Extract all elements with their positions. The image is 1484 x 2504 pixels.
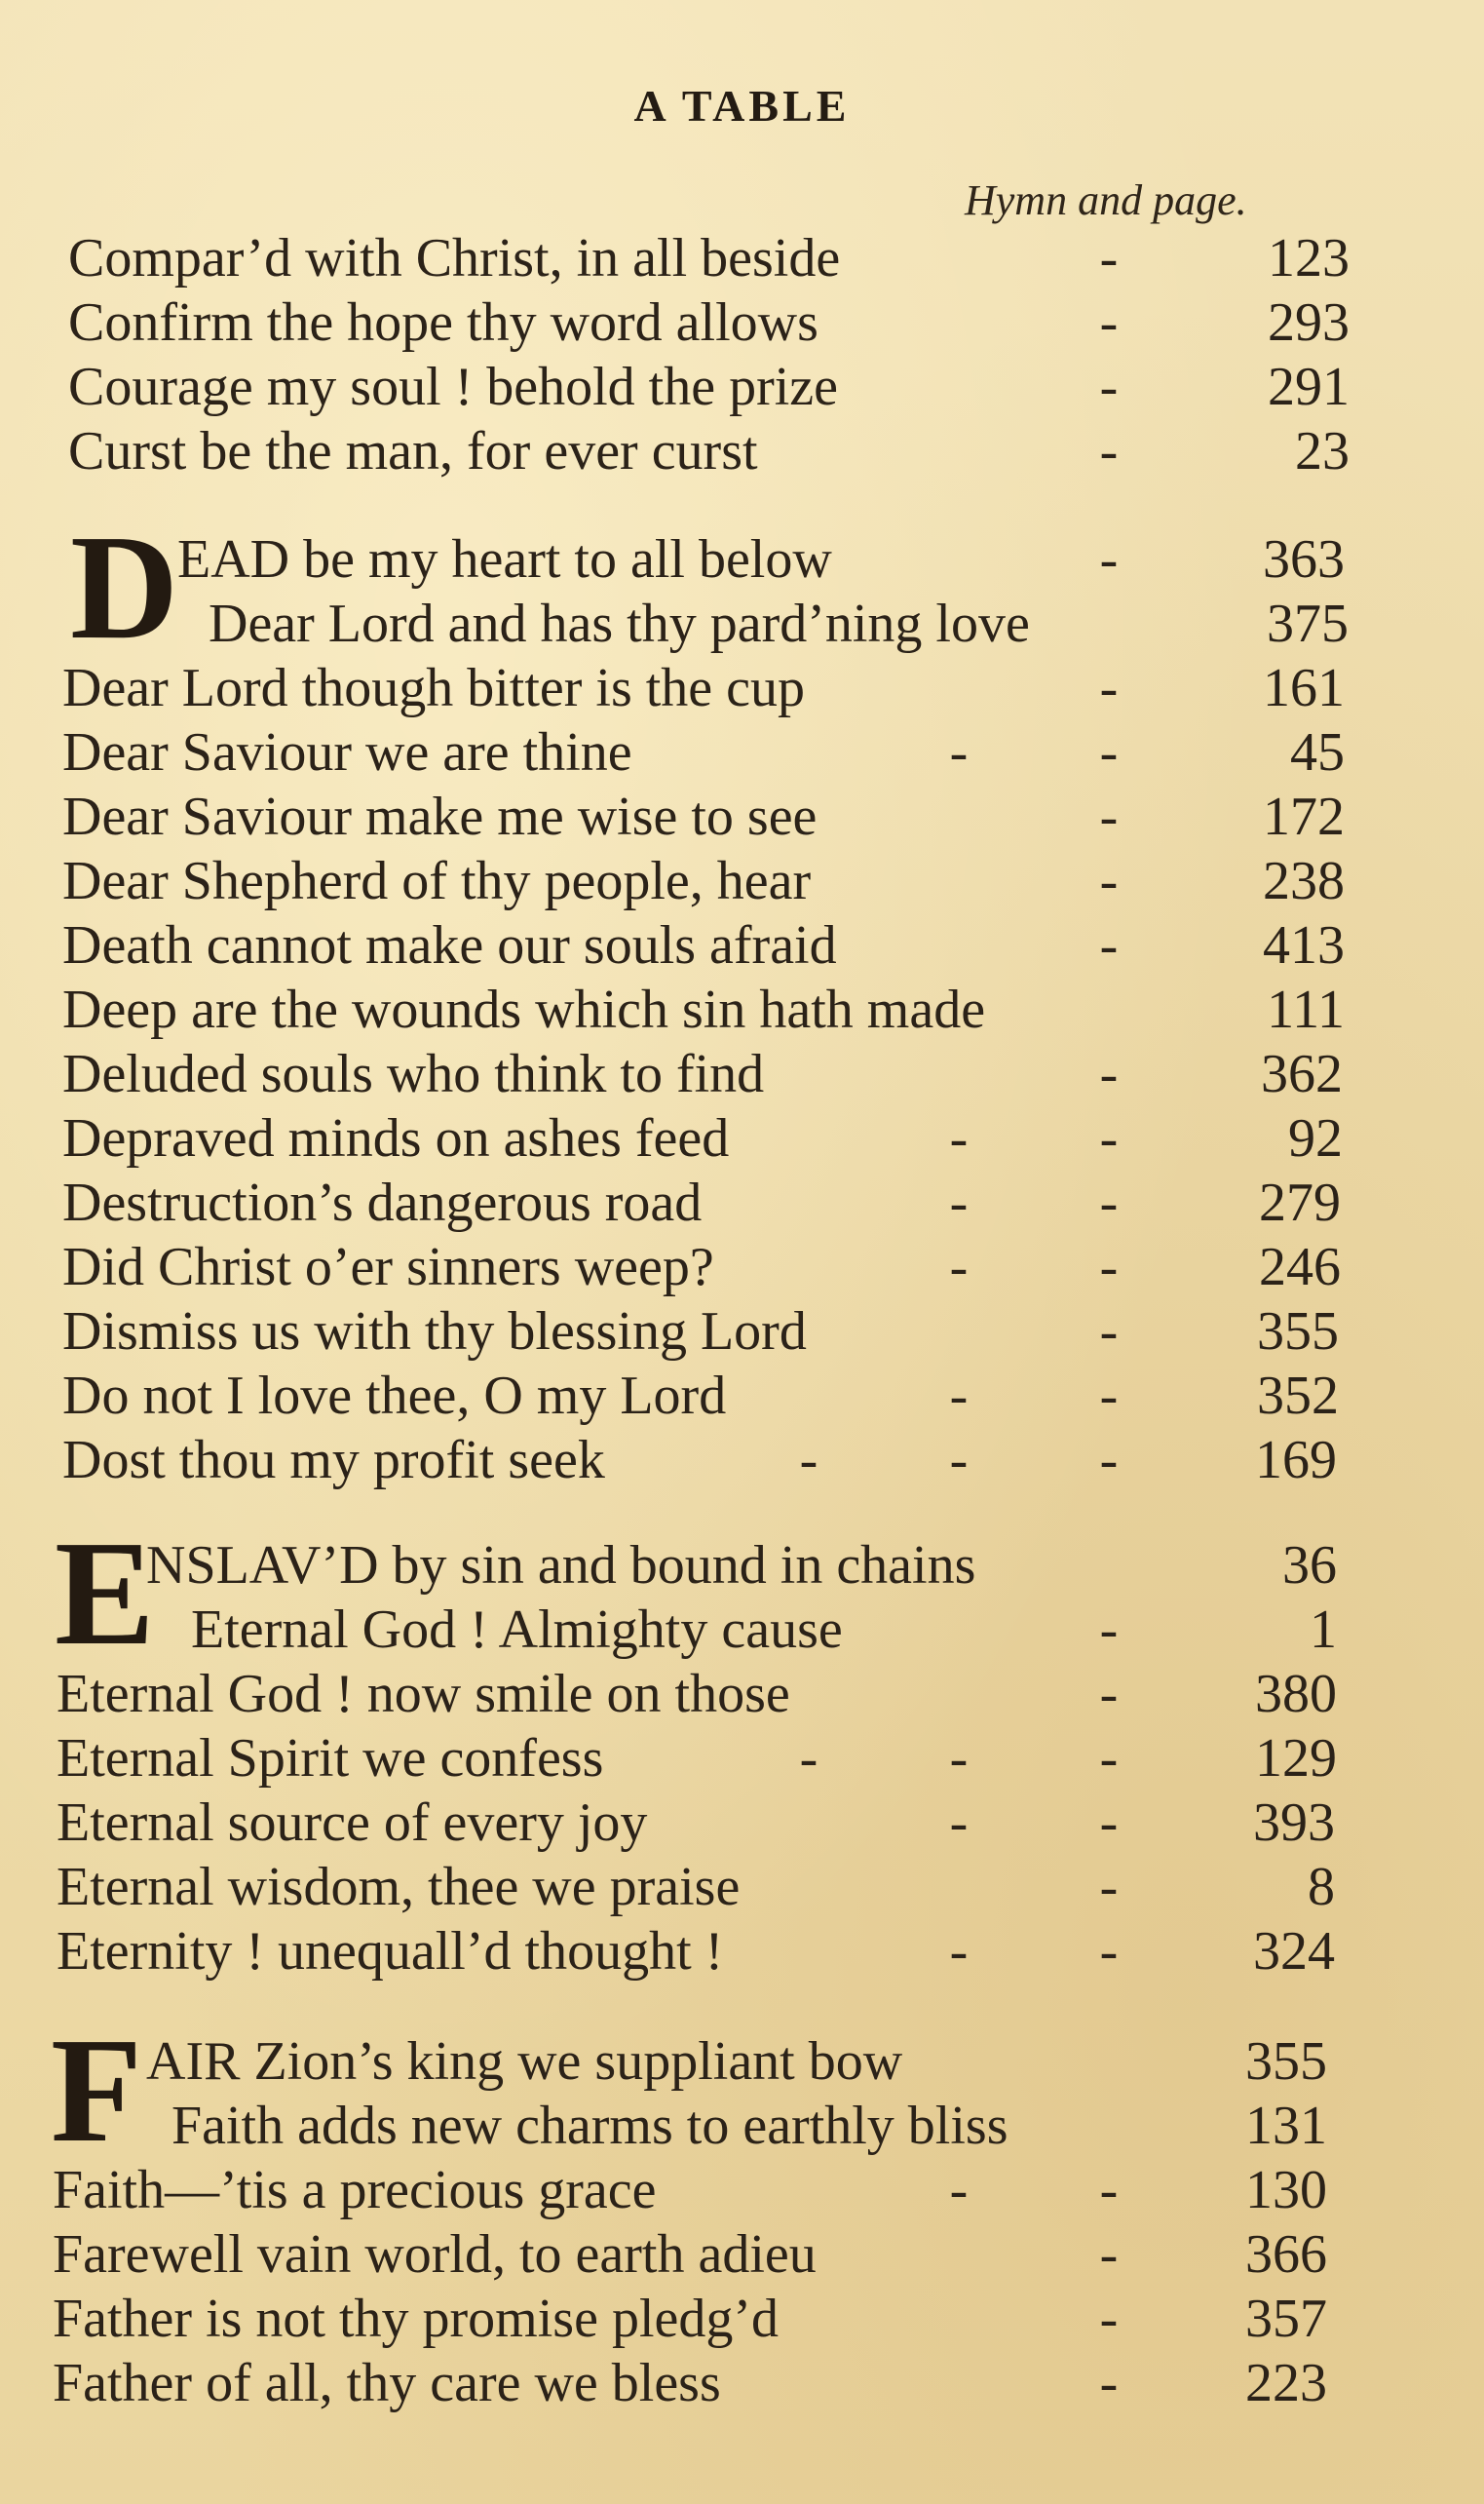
leader-dash: - [949, 1728, 969, 1789]
leader-dash: - [949, 1921, 969, 1982]
leader-dash: - [1099, 2353, 1119, 2413]
index-entry [0, 1042, 1343, 1106]
hymn-first-line: Eternal God ! Almighty cause [191, 1599, 843, 1660]
page-number: 279 [1259, 1173, 1341, 1233]
page-number: 366 [1245, 2224, 1327, 2285]
index-entry [0, 1428, 1337, 1492]
leader-dash: - [799, 1728, 818, 1789]
page-number: 161 [1263, 658, 1345, 718]
page-number: 123 [1268, 228, 1350, 289]
page-number: 362 [1261, 1044, 1343, 1104]
hymn-first-line: Dost thou my profit seek [62, 1430, 605, 1490]
leader-dash: - [949, 1237, 969, 1297]
index-entry [0, 226, 1350, 290]
leader-dash: - [949, 722, 969, 783]
drop-cap-f: F [51, 2008, 143, 2174]
hymn-first-line: Did Christ o’er sinners weep? [62, 1237, 714, 1297]
hymn-first-line: Death cannot make our souls afraid [62, 915, 837, 976]
hymn-first-line: Eternal source of every joy [57, 1792, 648, 1853]
leader-dash: - [1099, 228, 1119, 289]
leader-dash: - [1099, 1173, 1119, 1233]
leader-dash: - [949, 1108, 969, 1169]
page-number: 223 [1245, 2353, 1327, 2413]
page-number: 352 [1257, 1366, 1339, 1426]
leader-dash: - [949, 1366, 969, 1426]
hymn-first-line: Faith—’tis a precious grace [53, 2160, 657, 2220]
page-number: 393 [1253, 1792, 1335, 1853]
index-entry [0, 1598, 1337, 1662]
hymn-first-line: Dismiss us with thy blessing Lord [62, 1301, 807, 1362]
hymn-first-line: Destruction’s dangerous road [62, 1173, 703, 1233]
leader-dash: - [799, 1430, 818, 1490]
leader-dash: - [1099, 787, 1119, 847]
page-number: 238 [1263, 851, 1345, 911]
hymn-first-line: Dear Lord and has thy pard’ning love [209, 594, 1030, 654]
index-entry [0, 1364, 1339, 1428]
page-number: 36 [1282, 1535, 1337, 1596]
index-entry [0, 1791, 1335, 1855]
index-entry [0, 355, 1350, 419]
hymn-first-line: Courage my soul ! behold the prize [68, 357, 839, 417]
leader-dash: - [949, 1430, 969, 1490]
leader-dash: - [1099, 1857, 1119, 1917]
hymn-first-line: Eternal wisdom, thee we praise [57, 1857, 741, 1917]
hymn-first-line: EAD be my heart to all below [177, 529, 832, 590]
index-entry [0, 2351, 1327, 2415]
leader-dash: - [949, 1173, 969, 1233]
leader-dash: - [1099, 1366, 1119, 1426]
drop-cap-d: D [70, 505, 179, 671]
leader-dash: - [949, 2160, 969, 2220]
page-number: 355 [1245, 2031, 1327, 2092]
index-entry [0, 785, 1345, 849]
hymn-first-line: Dear Saviour make me wise to see [62, 787, 818, 847]
index-entry [0, 1171, 1341, 1235]
index-entry [0, 2094, 1327, 2158]
index-entry [0, 1662, 1337, 1726]
index-entry [0, 290, 1350, 355]
leader-dash: - [1099, 1599, 1119, 1660]
hymn-first-line: Faith adds new charms to earthly bliss [171, 2096, 1008, 2156]
page-number: 357 [1245, 2289, 1327, 2349]
page-number: 380 [1255, 1664, 1337, 1724]
hymn-first-line: Dear Shepherd of thy people, hear [62, 851, 812, 911]
leader-dash: - [1099, 1728, 1119, 1789]
index-entry [0, 2287, 1327, 2351]
page-title: A TABLE [633, 81, 851, 131]
leader-dash: - [1099, 915, 1119, 976]
index-entry [0, 913, 1345, 978]
index-entry [0, 1919, 1335, 1984]
hymn-first-line: Do not I love thee, O my Lord [62, 1366, 727, 1426]
hymn-first-line: Dear Lord though bitter is the cup [62, 658, 806, 718]
hymn-first-line: Eternal Spirit we confess [57, 1728, 604, 1789]
leader-dash: - [1099, 722, 1119, 783]
page-number: 169 [1255, 1430, 1337, 1490]
index-entry [0, 2029, 1327, 2094]
index-entry [0, 656, 1345, 720]
hymn-first-line: Father is not thy promise pledg’d [53, 2289, 780, 2349]
index-entry [0, 419, 1350, 483]
leader-dash: - [1099, 1237, 1119, 1297]
index-entry [0, 527, 1345, 592]
page-number: 1 [1310, 1599, 1337, 1660]
hymn-first-line: Eternity ! unequall’d thought ! [57, 1921, 724, 1982]
leader-dash: - [1099, 292, 1119, 353]
hymn-first-line: Dear Saviour we are thine [62, 722, 632, 783]
hymn-first-line: Deep are the wounds which sin hath made [62, 980, 986, 1040]
page-number: 129 [1255, 1728, 1337, 1789]
page-number: 413 [1263, 915, 1345, 976]
page-number: 246 [1259, 1237, 1341, 1297]
hymn-first-line: Compar’d with Christ, in all beside [68, 228, 841, 289]
leader-dash: - [1099, 357, 1119, 417]
hymn-first-line: AIR Zion’s king we suppliant bow [146, 2031, 903, 2092]
page-number: 293 [1268, 292, 1350, 353]
hymn-first-line: Confirm the hope thy word allows [68, 292, 818, 353]
page-number: 355 [1257, 1301, 1339, 1362]
index-entry [0, 1235, 1341, 1299]
page-number: 111 [1267, 980, 1345, 1040]
leader-dash: - [1099, 2160, 1119, 2220]
index-entry [0, 2222, 1327, 2287]
index-entry [0, 592, 1349, 656]
page-number: 8 [1308, 1857, 1335, 1917]
page-number: 45 [1290, 722, 1345, 783]
page-number: 375 [1267, 594, 1349, 654]
page-number: 130 [1245, 2160, 1327, 2220]
page-number: 92 [1288, 1108, 1343, 1169]
column-heading: Hymn and page. [965, 176, 1247, 224]
leader-dash: - [1099, 421, 1119, 482]
leader-dash: - [1099, 1921, 1119, 1982]
leader-dash: - [1099, 1430, 1119, 1490]
drop-cap-e: E [55, 1511, 155, 1676]
hymn-first-line: Farewell vain world, to earth adieu [53, 2224, 817, 2285]
leader-dash: - [949, 1792, 969, 1853]
hymn-first-line: Deluded souls who think to find [62, 1044, 765, 1104]
index-entry [0, 1855, 1335, 1919]
page-number: 172 [1263, 787, 1345, 847]
leader-dash: - [1099, 658, 1119, 718]
page-number: 324 [1253, 1921, 1335, 1982]
leader-dash: - [1099, 1301, 1119, 1362]
hymn-first-line: Father of all, thy care we bless [53, 2353, 721, 2413]
page-number: 23 [1295, 421, 1350, 482]
leader-dash: - [1099, 1044, 1119, 1104]
leader-dash: - [1099, 851, 1119, 911]
index-entry [0, 849, 1345, 913]
index-entry [0, 2158, 1327, 2222]
page-number: 291 [1268, 357, 1350, 417]
index-entry [0, 720, 1345, 785]
page-number: 363 [1263, 529, 1345, 590]
index-entry [0, 1533, 1337, 1598]
hymn-first-line: NSLAV’D by sin and bound in chains [146, 1535, 976, 1596]
hymn-first-line: Curst be the man, for ever curst [68, 421, 758, 482]
leader-dash: - [1099, 2224, 1119, 2285]
index-entry [0, 1299, 1339, 1364]
page-number: 131 [1245, 2096, 1327, 2156]
leader-dash: - [1099, 1664, 1119, 1724]
index-entry [0, 1726, 1337, 1791]
hymn-first-line: Eternal God ! now smile on those [57, 1664, 790, 1724]
leader-dash: - [1099, 529, 1119, 590]
leader-dash: - [1099, 2289, 1119, 2349]
leader-dash: - [1099, 1792, 1119, 1853]
index-entry [0, 1106, 1343, 1171]
leader-dash: - [1099, 1108, 1119, 1169]
index-entry [0, 978, 1345, 1042]
hymn-first-line: Depraved minds on ashes feed [62, 1108, 730, 1169]
